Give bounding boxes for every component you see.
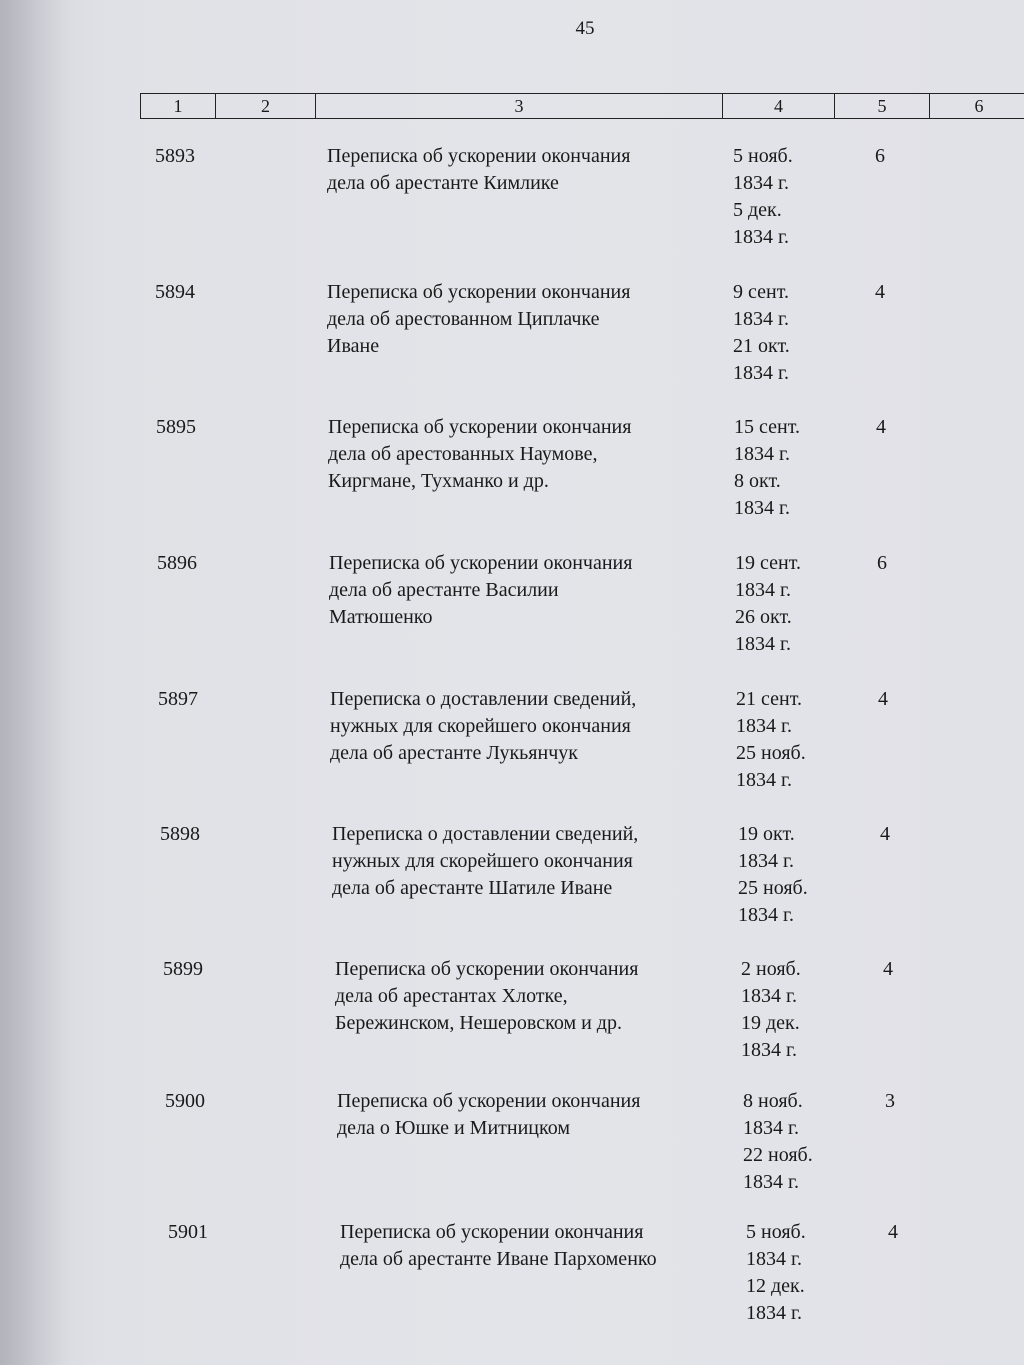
date-line: 1834 г. bbox=[733, 226, 789, 248]
record-number: 5894 bbox=[155, 281, 195, 303]
date-line: 26 окт. bbox=[735, 606, 792, 628]
record-sheets: 4 bbox=[883, 958, 893, 980]
date-line: 1834 г. bbox=[746, 1302, 802, 1324]
date-line: 22 нояб. bbox=[743, 1144, 813, 1166]
record-title bbox=[327, 279, 717, 360]
title-line: Бережинском, Нешеровском и др. bbox=[335, 1012, 622, 1034]
record-title bbox=[340, 1219, 730, 1273]
date-line: 1834 г. bbox=[734, 443, 790, 465]
record-dates bbox=[746, 1219, 856, 1327]
date-line: 21 сент. bbox=[736, 688, 802, 710]
date-line: 25 нояб. bbox=[736, 742, 806, 764]
date-line: 1834 г. bbox=[743, 1117, 799, 1139]
date-line: 8 окт. bbox=[734, 470, 781, 492]
title-line: Переписка об ускорении окончания bbox=[340, 1221, 644, 1243]
date-line: 1834 г. bbox=[733, 308, 789, 330]
title-line: Иване bbox=[327, 335, 380, 357]
title-line: Переписка об ускорении окончания bbox=[327, 281, 631, 303]
title-line: Переписка о доставлении сведений, bbox=[330, 688, 637, 710]
date-line: 25 нояб. bbox=[738, 877, 808, 899]
record-dates bbox=[733, 143, 843, 251]
date-line: 2 нояб. bbox=[741, 958, 801, 980]
record-title bbox=[328, 414, 718, 495]
record-sheets: 6 bbox=[875, 145, 885, 167]
title-line: дела об арестанте Лукьянчук bbox=[330, 742, 578, 764]
title-line: дела об арестованных Наумове, bbox=[328, 443, 598, 465]
date-line: 1834 г. bbox=[734, 497, 790, 519]
date-line: 1834 г. bbox=[741, 1039, 797, 1061]
title-line: дела об арестанте Кимлике bbox=[327, 172, 559, 194]
date-line: 5 дек. bbox=[733, 199, 782, 221]
record-title bbox=[327, 143, 717, 197]
record-sheets: 3 bbox=[885, 1090, 895, 1112]
title-line: Переписка об ускорении окончания bbox=[329, 552, 633, 574]
date-line: 1834 г. bbox=[736, 715, 792, 737]
record-title bbox=[329, 550, 719, 631]
title-line: Переписка об ускорении окончания bbox=[337, 1090, 641, 1112]
header-col-4: 4 bbox=[723, 94, 835, 118]
record-sheets: 4 bbox=[875, 281, 885, 303]
date-line: 19 сент. bbox=[735, 552, 801, 574]
table-header bbox=[140, 93, 1024, 119]
title-line: дела об арестанте Шатиле Иване bbox=[332, 877, 613, 899]
record-dates bbox=[743, 1088, 853, 1196]
header-col-6: 6 bbox=[974, 96, 984, 116]
page-gutter-shadow bbox=[0, 0, 70, 1365]
record-dates bbox=[733, 279, 843, 387]
date-line: 1834 г. bbox=[738, 850, 794, 872]
title-line: дела об арестантах Хлотке, bbox=[335, 985, 568, 1007]
record-dates bbox=[734, 414, 844, 522]
title-line: Переписка об ускорении окончания bbox=[327, 145, 631, 167]
record-number: 5901 bbox=[168, 1221, 208, 1243]
record-sheets: 4 bbox=[876, 416, 886, 438]
date-line: 12 дек. bbox=[746, 1275, 805, 1297]
date-line: 1834 г. bbox=[733, 172, 789, 194]
record-title bbox=[332, 821, 722, 902]
date-line: 19 окт. bbox=[738, 823, 795, 845]
date-line: 21 окт. bbox=[733, 335, 790, 357]
record-dates bbox=[738, 821, 848, 929]
header-col-5: 5 bbox=[835, 94, 930, 118]
record-sheets: 4 bbox=[878, 688, 888, 710]
header-col-1: 1 bbox=[141, 94, 216, 118]
record-number: 5895 bbox=[156, 416, 196, 438]
record-number: 5893 bbox=[155, 145, 195, 167]
date-line: 15 сент. bbox=[734, 416, 800, 438]
date-line: 19 дек. bbox=[741, 1012, 800, 1034]
title-line: Матюшенко bbox=[329, 606, 433, 628]
date-line: 1834 г. bbox=[743, 1171, 799, 1193]
title-line: дела об арестованном Циплачке bbox=[327, 308, 600, 330]
date-line: 1834 г. bbox=[741, 985, 797, 1007]
header-col-3: 3 bbox=[316, 94, 723, 118]
title-line: Переписка о доставлении сведений, bbox=[332, 823, 639, 845]
title-line: Киргмане, Тухманко и др. bbox=[328, 470, 549, 492]
record-number: 5898 bbox=[160, 823, 200, 845]
date-line: 8 нояб. bbox=[743, 1090, 803, 1112]
header-col-2: 2 bbox=[216, 94, 316, 118]
title-line: нужных для скорейшего окончания bbox=[332, 850, 633, 872]
record-sheets: 4 bbox=[880, 823, 890, 845]
title-line: дела об арестанте Василии bbox=[329, 579, 559, 601]
date-line: 9 сент. bbox=[733, 281, 789, 303]
record-sheets: 4 bbox=[888, 1221, 898, 1243]
title-line: дела о Юшке и Митницком bbox=[337, 1117, 570, 1139]
date-line: 5 нояб. bbox=[733, 145, 793, 167]
page-number: 45 bbox=[575, 18, 595, 39]
date-line: 1834 г. bbox=[733, 362, 789, 384]
record-number: 5896 bbox=[157, 552, 197, 574]
date-line: 1834 г. bbox=[746, 1248, 802, 1270]
record-title bbox=[337, 1088, 727, 1142]
date-line: 1834 г. bbox=[735, 633, 791, 655]
date-line: 1834 г. bbox=[736, 769, 792, 791]
record-dates bbox=[741, 956, 851, 1064]
record-number: 5900 bbox=[165, 1090, 205, 1112]
title-line: нужных для скорейшего окончания bbox=[330, 715, 631, 737]
record-title bbox=[330, 686, 720, 767]
date-line: 5 нояб. bbox=[746, 1221, 806, 1243]
record-title bbox=[335, 956, 725, 1037]
record-number: 5897 bbox=[158, 688, 198, 710]
record-number: 5899 bbox=[163, 958, 203, 980]
record-dates bbox=[735, 550, 845, 658]
date-line: 1834 г. bbox=[738, 904, 794, 926]
title-line: Переписка об ускорении окончания bbox=[328, 416, 632, 438]
title-line: дела об арестанте Иване Пархоменко bbox=[340, 1248, 657, 1270]
title-line: Переписка об ускорении окончания bbox=[335, 958, 639, 980]
date-line: 1834 г. bbox=[735, 579, 791, 601]
record-dates bbox=[736, 686, 846, 794]
record-sheets: 6 bbox=[877, 552, 887, 574]
